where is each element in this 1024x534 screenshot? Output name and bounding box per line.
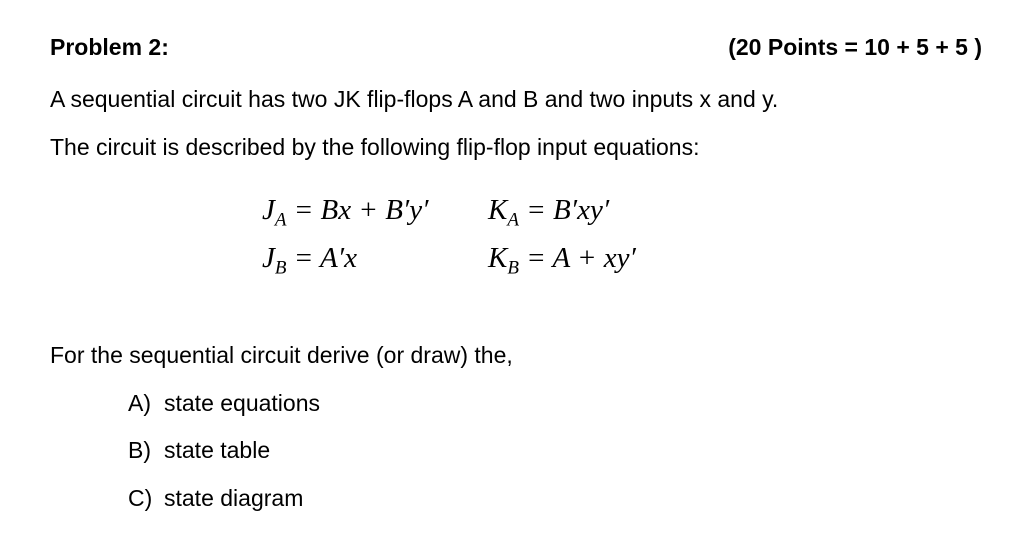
task-item-a: [128, 390, 320, 417]
equation-kb: [488, 242, 636, 279]
task-item-b-label: B): [128, 437, 151, 463]
equation-jb: [262, 242, 357, 279]
equation-ka-var: K: [488, 194, 508, 226]
equation-ka-rhs: = B′xy′: [526, 194, 610, 226]
equation-kb-sub: B: [507, 257, 519, 279]
intro-line-2: The circuit is described by the following flip-flop input equations:: [50, 134, 700, 160]
equation-ka: [488, 194, 610, 231]
equation-jb-sub: B: [274, 257, 287, 279]
equation-jb-var: J: [262, 242, 275, 274]
intro-line-1: A sequential circuit has two JK flip-flops A and B and two inputs x and y.: [50, 86, 779, 112]
equation-kb-rhs: = A + xy′: [526, 242, 636, 274]
equation-ja-var: J: [262, 194, 275, 226]
task-item-a-label: A): [128, 390, 151, 416]
task-item-a-text: state equations: [164, 390, 321, 416]
task-item-c: [128, 485, 303, 512]
equation-ja: [262, 194, 429, 231]
points-breakdown: (20 Points = 10 + 5 + 5 ): [728, 34, 982, 60]
task-prompt: For the sequential circuit derive (or draw) the,: [50, 342, 513, 368]
equation-kb-var: K: [488, 242, 508, 274]
task-item-b: [128, 437, 270, 464]
problem-title: Problem 2:: [50, 34, 169, 60]
equation-ja-sub: A: [274, 209, 287, 231]
equation-jb-rhs: = A′x: [293, 242, 357, 274]
equation-ka-sub: A: [507, 209, 519, 231]
task-item-b-text: state table: [164, 437, 271, 463]
equation-ja-rhs: = Bx + B′y′: [293, 194, 429, 226]
task-item-c-label: C): [128, 485, 153, 511]
task-item-c-text: state diagram: [164, 485, 304, 511]
